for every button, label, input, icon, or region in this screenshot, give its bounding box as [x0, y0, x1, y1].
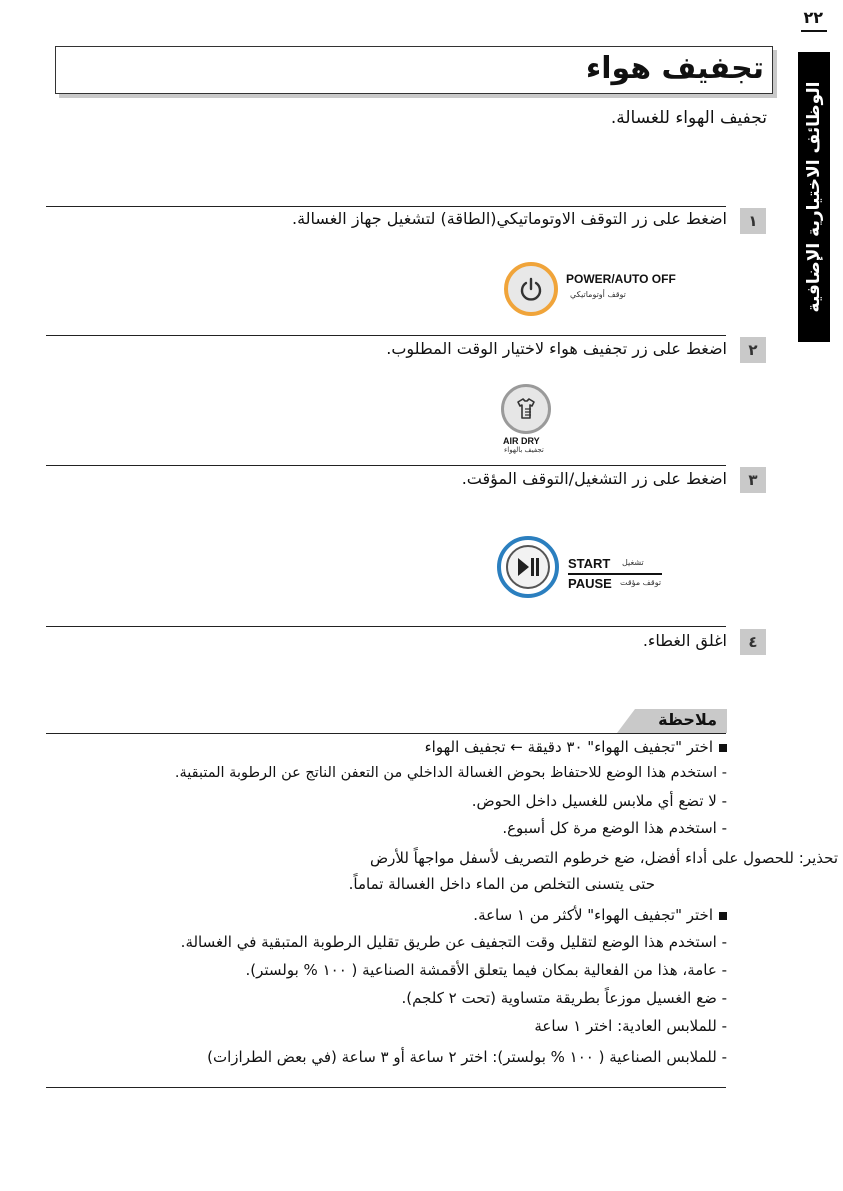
power-icon	[517, 275, 545, 303]
warning-line: تحذير: للحصول على أداء أفضل، ضع خرطوم التصريف لأسفل مواجهاً للأرض	[370, 849, 838, 867]
start-label: START	[568, 556, 611, 571]
step-text: اضغط على زر التشغيل/التوقف المؤقت.	[461, 469, 727, 488]
pause-sub: توقف مؤقت	[620, 578, 662, 587]
note-line: - استخدم هذا الوضع للاحتفاظ بحوض الغسالة الداخلي من التعفن الناتج عن الرطوبة المتبقية.	[174, 765, 727, 781]
step-text: اغلق الغطاء.	[642, 631, 727, 650]
note-line: - للملابس العادية: اختر ١ ساعة	[534, 1017, 727, 1035]
shirt-icon	[513, 396, 539, 422]
step-text: اضغط على زر التوقف الاوتوماتيكي(الطاقة) لتشغيل جهاز الغسالة.	[292, 209, 727, 228]
step-number: ٢	[740, 337, 766, 363]
note-line: - لا تضع أي ملابس للغسيل داخل الحوض.	[471, 792, 727, 810]
start-sub: تشغيل	[622, 558, 644, 567]
start-pause-inner	[506, 545, 550, 589]
step-text: اضغط على زر تجفيف هواء لاختيار الوقت المطلوب.	[386, 339, 727, 358]
side-tab	[798, 52, 830, 342]
step-rule	[46, 626, 726, 627]
air-dry-label: AIR DRY	[503, 436, 540, 446]
subtitle: تجفيف الهواء للغسالة.	[610, 108, 767, 128]
note-line: - استخدم هذا الوضع مرة كل أسبوع.	[502, 819, 727, 837]
side-tab-label: الوظائف الاختيارية الإضافية	[804, 81, 824, 313]
note-tag-label: ملاحظة	[658, 710, 717, 729]
step-number: ١	[740, 208, 766, 234]
note-top-rule	[46, 733, 726, 734]
page-number: ٢٢	[803, 8, 823, 27]
step-rule	[46, 465, 726, 466]
note-line: - عامة، هذا من الفعالية بمكان فيما يتعلق الأقمشة الصناعية ( ١٠٠ % بولستر).	[245, 961, 727, 979]
note-line: اختر "تجفيف الهواء" ٣٠ دقيقة ← تجفيف الهواء	[425, 738, 727, 756]
step-number: ٤	[740, 629, 766, 655]
power-button-label: POWER/AUTO OFF	[566, 272, 676, 286]
step-rule	[46, 335, 726, 336]
power-button	[504, 262, 558, 316]
air-dry-button	[501, 384, 551, 434]
air-dry-sub: تجفيف بالهواء	[504, 446, 544, 454]
note-line: - استخدم هذا الوضع لتقليل وقت التجفيف عن طريق تقليل الرطوبة المتبقية في الغسالة.	[180, 933, 727, 951]
warning-line: حتى يتسنى التخلص من الماء داخل الغسالة تماماً.	[348, 875, 655, 893]
page-number-rule	[801, 30, 827, 32]
title-box	[55, 46, 773, 94]
note-tag-corner	[617, 709, 635, 733]
pause-label: PAUSE	[568, 576, 612, 591]
step-number: ٣	[740, 467, 766, 493]
start-pause-button	[497, 536, 559, 598]
step-rule	[46, 206, 726, 207]
note-line: اختر "تجفيف الهواء" لأكثر من ١ ساعة.	[473, 906, 727, 924]
start-pause-divider	[568, 573, 662, 575]
note-line: - ضع الغسيل موزعاً بطريقة متساوية (تحت ٢ كلجم).	[401, 989, 727, 1007]
page-title: تجفيف هواء	[585, 51, 764, 86]
bullet-square	[719, 744, 727, 752]
bullet-square	[719, 912, 727, 920]
play-pause-icon	[515, 556, 541, 578]
note-line: - للملابس الصناعية ( ١٠٠ % بولستر): اختر ٢ ساعة أو ٣ ساعة (في بعض الطرازات)	[207, 1048, 727, 1066]
power-button-sub: توقف أوتوماتيكي	[570, 290, 626, 299]
note-bottom-rule	[46, 1087, 726, 1088]
